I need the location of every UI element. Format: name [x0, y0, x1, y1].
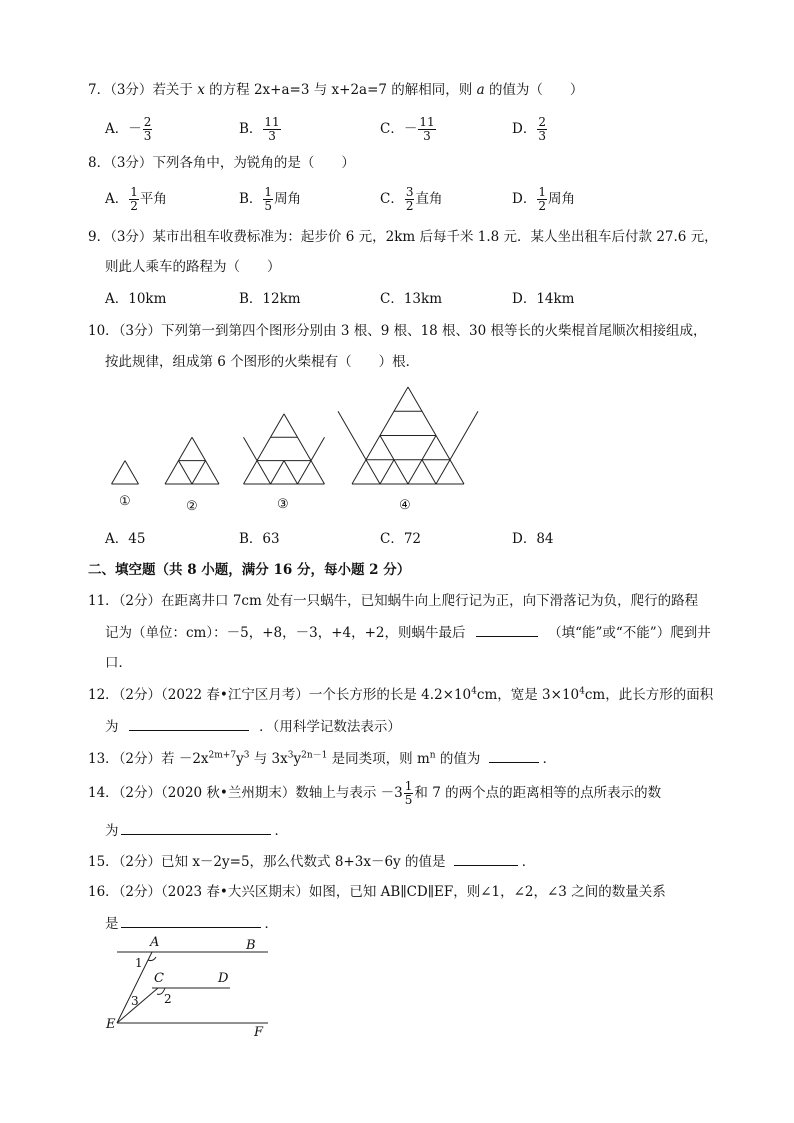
q10-option-c[interactable]: C．72: [380, 531, 422, 547]
q15-answer-blank[interactable]: [454, 851, 518, 866]
q14-stem-line2: 为 ．: [105, 820, 288, 841]
matchstick: [352, 387, 408, 484]
q10-stem-line2: 按此规律，组成第 6 个图形的火柴棍有（ ）根．: [105, 354, 420, 370]
q9-stem-line1: 9．（3分）某市出租车收费标准为：起步价 6 元，2km 后每千米 1.8 元．某人坐出租车后付款 27.6 元，: [88, 229, 718, 245]
q10-stem-line1: 10．（3分）下列第一到第四个图形分别由 3 根、9 根、18 根、30 根等长的火柴棍首尾顺次相接组成，: [88, 323, 707, 339]
q12-answer-blank[interactable]: [129, 716, 249, 731]
q16-answer-blank[interactable]: [121, 913, 261, 928]
matchstick: [112, 461, 126, 484]
q7-option-c[interactable]: C．－ $\frac{11}{3}$: [380, 115, 435, 143]
q10-option-a[interactable]: A．45: [105, 531, 146, 547]
matchstick: [380, 460, 394, 484]
q16-stem-line2: 是 ．: [105, 913, 278, 934]
matchstick: [436, 411, 478, 484]
section-heading-fill-blank: 二、填空题（共 8 小题，满分 16 分，每小题 2 分）: [88, 562, 411, 578]
fig-label-c: C: [154, 971, 164, 986]
matchstick: [192, 437, 219, 484]
q9-option-d[interactable]: D．14km: [512, 291, 575, 307]
fig-label-a: A: [150, 935, 160, 950]
matchstick: [408, 436, 436, 484]
matchstick: [244, 437, 271, 484]
matchstick: [244, 414, 285, 484]
q7-option-a[interactable]: A．－ $\frac{2}{3}$: [105, 115, 152, 143]
q10-option-d[interactable]: D．84: [512, 531, 554, 547]
q9-option-c[interactable]: C．13km: [380, 291, 443, 307]
matchstick: [192, 461, 206, 484]
q8-option-d[interactable]: D． $\frac{1}{2}$ 周角: [512, 185, 575, 213]
figure-label-2: ②: [186, 499, 198, 514]
q16-stem-line1: 16．（2分）（2023 春•大兴区期末）如图，已知 AB∥CD∥EF，则∠1，∠2，∠3 之间的数量关系: [88, 884, 666, 900]
q7-option-d[interactable]: D． $\frac{2}{3}$: [512, 115, 546, 143]
matchstick: [408, 387, 464, 484]
q11-stem-line1: 11．（2分）在距离井口 7cm 处有一只蜗牛，已知蜗牛向上爬行记为正，向下滑落记为负，爬行的路程: [88, 593, 699, 609]
q11-answer-blank[interactable]: [476, 622, 538, 637]
q12-stem-line2: 为 ．（用科学记数法表示）: [105, 716, 401, 737]
q14-stem-line1: 14．（2分）（2020 秋•兰州期末）数轴上与表示 －3 $\frac{1}{5}$ 和 7 的两个点的距离相等的点所表示的数: [88, 779, 662, 807]
q8-option-a[interactable]: A． $\frac{1}{2}$ 平角: [105, 185, 167, 213]
fig-angle-1: 1: [135, 956, 143, 970]
q14-answer-blank[interactable]: [121, 820, 271, 835]
q11-stem-line3: 口．: [105, 655, 132, 671]
matchstick: [298, 437, 325, 484]
q13-stem: 13．（2分）若 $-2x^{2m+7}y^3$ 与 $3x^3y^{2n-1}$ 是同类项，则 $m^n$ 的值为 ．: [88, 748, 556, 769]
figure-label-4: ④: [399, 498, 411, 513]
matchstick: [179, 461, 193, 484]
matchstick: [165, 437, 192, 484]
fig-label-b: B: [246, 938, 256, 953]
q9-stem-line2: 则此人乘车的路程为（ ）: [105, 259, 281, 275]
q8-option-c[interactable]: C． $\frac{3}{2}$ 直角: [380, 185, 443, 213]
triangle-figure-2: [165, 437, 219, 484]
figure-label-3: ③: [277, 497, 289, 512]
matchstick: [338, 411, 380, 484]
triangle-figure-4: [338, 387, 478, 484]
q11-stem-line2: 记为（单位：cm）：－5，+8，－3，+4，+2，则蜗牛最后 （填“能”或“不能”）爬到井: [105, 622, 711, 643]
matchstick: [125, 461, 139, 484]
figure-label-1: ①: [119, 494, 131, 509]
fig-label-f: F: [254, 1025, 264, 1040]
q9-option-b[interactable]: B．12km: [239, 291, 301, 307]
q13-answer-blank[interactable]: [489, 748, 539, 763]
matchstick: [422, 460, 436, 484]
q10-option-b[interactable]: B．63: [239, 531, 280, 547]
q7-stem: 7．（3分）若关于 x 的方程 2x+a=3 与 x+2a=7 的解相同，则 a 的值为（ ）: [88, 82, 584, 98]
q12-stem-line1: 12．（2分）（2022 春•江宁区月考）一个长方形的长是 $4.2\times 10^4cm$，宽是 $3\times 10^4cm$，此长方形的面积: [88, 686, 714, 703]
q8-option-b[interactable]: B． $\frac{1}{5}$ 周角: [239, 185, 302, 213]
fig-angle-3: 3: [131, 994, 139, 1008]
q15-stem: 15．（2分）已知 x－2y=5，那么代数式 8+3x－6y 的值是 ．: [88, 851, 535, 872]
fig-angle-2: 2: [164, 992, 172, 1006]
q9-option-a[interactable]: A．10km: [105, 291, 167, 307]
matchstick: [284, 461, 298, 484]
matchstick: [284, 414, 325, 484]
triangle-figure-3: [244, 414, 325, 484]
q7-option-b[interactable]: B． $\frac{11}{3}$: [239, 115, 280, 143]
fig-label-d: D: [218, 971, 229, 986]
triangle-figure-1: [112, 461, 139, 484]
q8-stem: 8．（3分）下列各角中，为锐角的是（ ）: [88, 155, 355, 171]
matchstick: [380, 436, 408, 484]
angle-arc-1: [148, 957, 156, 961]
matchstick: [271, 461, 285, 484]
fig-label-e: E: [106, 1017, 116, 1032]
